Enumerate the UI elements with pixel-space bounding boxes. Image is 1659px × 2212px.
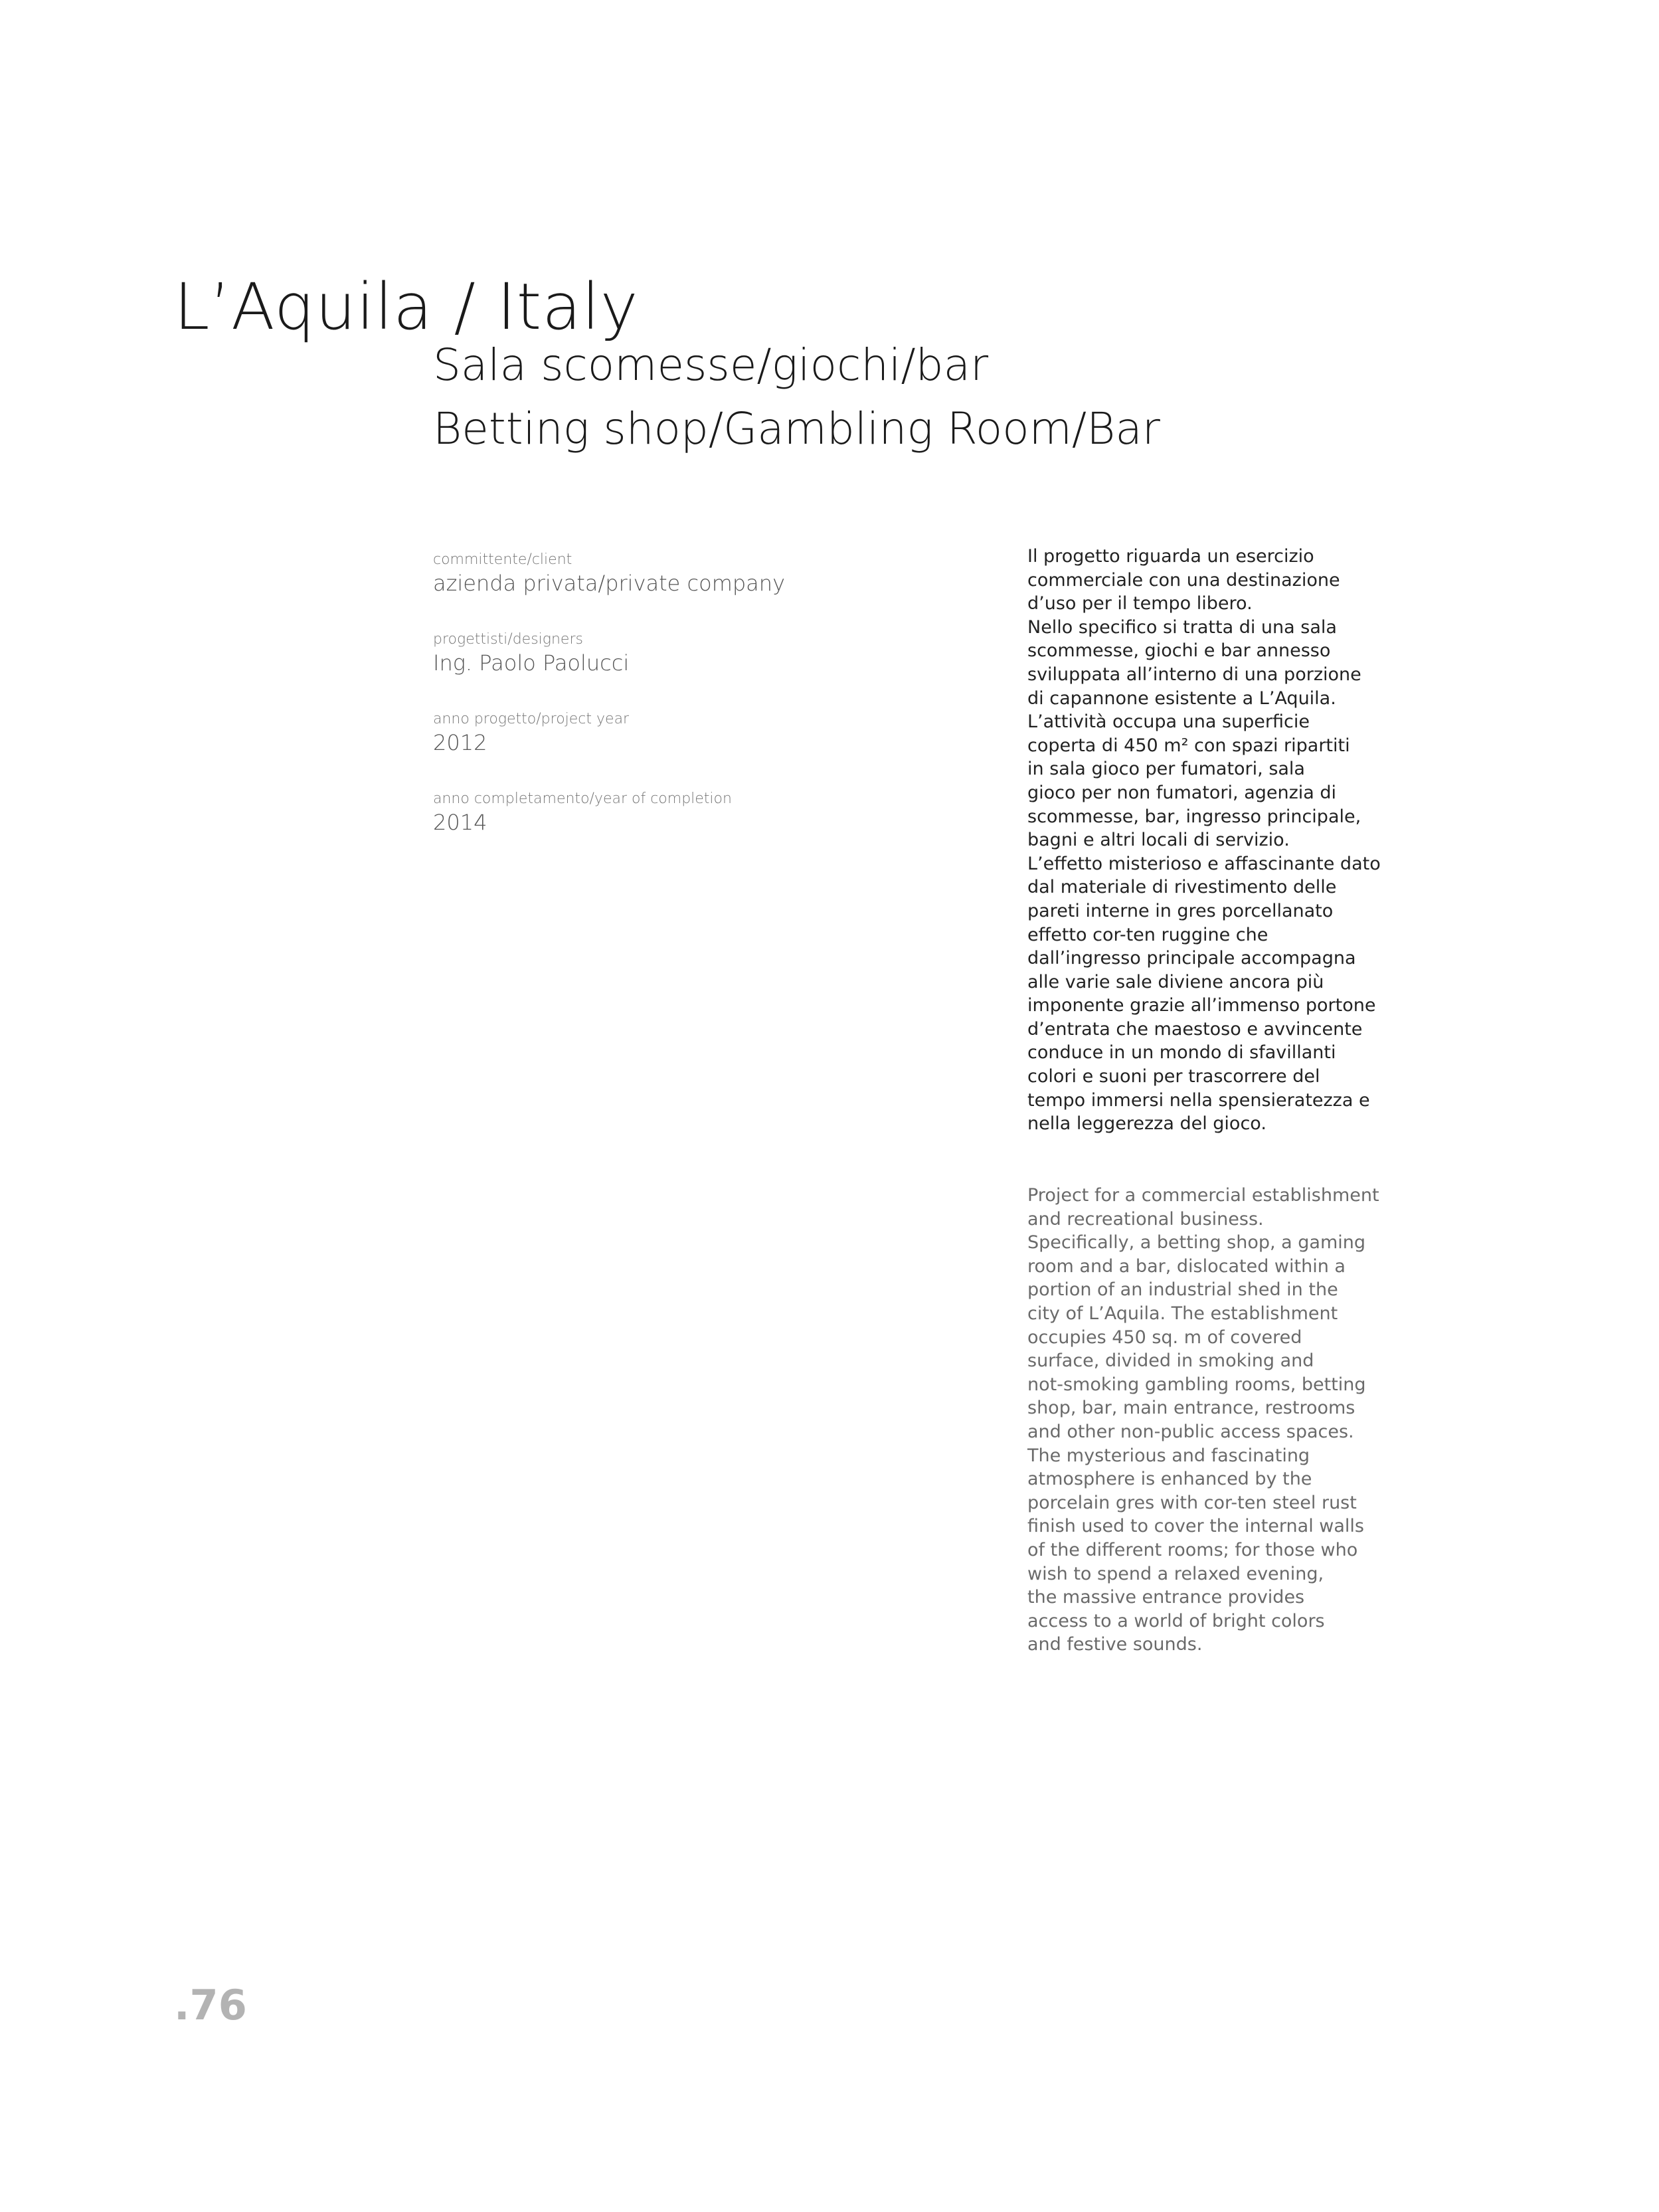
subtitle-italian: Sala scomesse/giochi/bar (433, 339, 989, 391)
page-number: .76 (174, 1981, 247, 2029)
text-line: d’uso per il tempo libero. (1027, 593, 1253, 614)
meta-designers (433, 630, 964, 709)
text-line: room and a bar, dislocated within a (1027, 1255, 1346, 1277)
text-line: di capannone esistente a L’Aquila. (1027, 688, 1336, 709)
text-line: bagni e altri locali di servizio. (1027, 830, 1290, 851)
subtitle-english: Betting shop/Gambling Room/Bar (433, 403, 1160, 454)
text-line: and recreational business. (1027, 1208, 1264, 1230)
meta-designers-label: progettisti/designers (433, 631, 583, 648)
text-line: nella leggerezza del gioco. (1027, 1113, 1266, 1135)
text-line: coperta di 450 m² con spazi ripartiti (1027, 735, 1350, 756)
text-line: atmosphere is enhanced by the (1027, 1469, 1312, 1490)
text-line: finish used to cover the internal walls (1027, 1516, 1364, 1537)
text-line: city of L’Aquila. The establishment (1027, 1303, 1338, 1324)
text-line: sviluppata all’interno di una porzione (1027, 664, 1361, 685)
text-line: effetto cor-ten ruggine che (1027, 924, 1268, 945)
text-line: tempo immersi nella spensieratezza e (1027, 1089, 1370, 1111)
text-line: dal materiale di rivestimento delle (1027, 877, 1337, 898)
text-line: the massive entrance provides (1027, 1587, 1305, 1608)
text-line: wish to spend a relaxed evening, (1027, 1563, 1324, 1584)
text-line: occupies 450 sq. m of covered (1027, 1327, 1302, 1348)
text-line: porcelain gres with cor-ten steel rust (1027, 1492, 1357, 1513)
text-line: gioco per non fumatori, agenzia di (1027, 782, 1337, 803)
text-line: imponente grazie all’immenso portone (1027, 995, 1376, 1016)
text-line: scommesse, bar, ingresso principale, (1027, 806, 1361, 827)
text-line: d’entrata che maestoso e avvincente (1027, 1018, 1363, 1040)
description-italian (1027, 545, 1381, 1136)
text-line: and other non-public access spaces. (1027, 1421, 1354, 1442)
meta-completion-label: anno completamento/year of completion (433, 790, 732, 807)
meta-completion-value: 2014 (433, 810, 487, 835)
text-line: Il progetto riguarda un esercizio (1027, 546, 1314, 567)
text-line: colori e suoni per trascorrere del (1027, 1066, 1320, 1087)
text-line: dall’ingresso principale accompagna (1027, 948, 1356, 969)
project-metadata (433, 550, 964, 869)
meta-project-year (433, 709, 964, 789)
meta-client (433, 550, 964, 630)
page-title: L’Aquila / Italy (174, 270, 639, 345)
text-line: of the different rooms; for those who (1027, 1539, 1358, 1560)
text-line: pareti interne in gres porcellanato (1027, 900, 1334, 921)
text-line: alle varie sale diviene ancora più (1027, 971, 1324, 992)
meta-client-value: azienda privata/private company (433, 571, 785, 596)
project-subtitle (433, 333, 1160, 461)
description-english (1027, 1184, 1379, 1657)
meta-designers-value: Ing. Paolo Paolucci (433, 650, 630, 676)
text-line: Project for a commercial establishment (1027, 1185, 1379, 1206)
text-line: access to a world of bright colors (1027, 1610, 1325, 1631)
text-line: L’effetto misterioso e affascinante dato (1027, 853, 1381, 874)
text-line: in sala gioco per fumatori, sala (1027, 759, 1305, 780)
text-line: Specifically, a betting shop, a gaming (1027, 1232, 1366, 1253)
meta-completion (433, 789, 964, 869)
text-line: L’attività occupa una superficie (1027, 711, 1310, 733)
text-line: The mysterious and fascinating (1027, 1445, 1310, 1466)
text-line: scommesse, giochi e bar annesso (1027, 640, 1331, 662)
text-line: and festive sounds. (1027, 1634, 1203, 1655)
text-line: commerciale con una destinazione (1027, 569, 1340, 591)
text-line: surface, divided in smoking and (1027, 1350, 1314, 1372)
meta-client-label: committente/client (433, 551, 572, 568)
text-line: not-smoking gambling rooms, betting (1027, 1374, 1366, 1395)
meta-project-year-label: anno progetto/project year (433, 711, 630, 727)
meta-project-year-value: 2012 (433, 730, 487, 755)
text-line: Nello specifico si tratta di una sala (1027, 616, 1337, 638)
text-line: shop, bar, main entrance, restrooms (1027, 1398, 1355, 1419)
text-line: conduce in un mondo di sfavillanti (1027, 1042, 1336, 1063)
text-line: portion of an industrial shed in the (1027, 1279, 1338, 1301)
